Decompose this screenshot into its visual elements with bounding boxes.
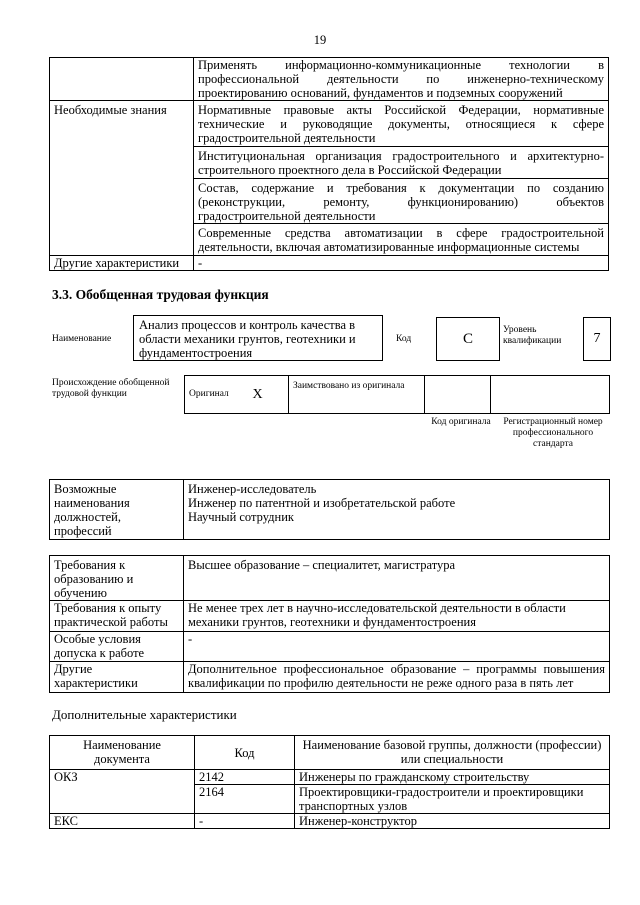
knowledge-item: Нормативные правовые акты Российской Федерации, нормативные технические и руководящие документы, относящиеся к сфере градостроительной деятельности [194,101,609,147]
additional-table [49,735,610,829]
knowledge-item: Современные средства автоматизации в сфере градостроительной деятельности, включая автоматизированные информационные системы [194,224,609,256]
knowledge-item: Состав, содержание и требования к документации по созданию (реконструкции, ремонту, функционированию) объектов градостроительной деятельности [194,179,609,224]
function-name: Анализ процессов и контроль качества в области механики грунтов, геотехники и фундаментостроения [139,318,356,360]
level-label: Уровень квалификации [503,325,562,346]
group-name-cell: Инженер-конструктор [295,814,610,829]
additional-title: Дополнительные характеристики [52,707,237,722]
requirement-value: Не менее трех лет в научно-исследовательской деятельности в области механики грунтов, геотехники и фундаментостроения [184,601,610,632]
level-box [583,317,611,361]
header-code: Код [195,736,295,770]
level-value: 7 [593,331,601,346]
other-label: Другие характеристики [50,256,194,271]
doc-name-okz: ОКЗ [50,770,195,814]
position-item: Инженер-исследователь [188,482,317,496]
original-label: Оригинал [185,376,249,414]
positions-label: Возможные наименования должностей, профессий [50,480,184,540]
skill-item: Применять информационно-коммуникационные технологии в профессиональной деятельности по инженерно-техническому проектированию оснований, фундаментов и подземных сооружений [194,58,609,101]
code-value: C [462,330,473,347]
position-item: Инженер по патентной и изобретательской работе [188,496,456,510]
code-cell: 2164 [195,785,295,814]
group-name-cell: Проектировщики-градостроители и проектировщики транспортных узлов [295,785,610,814]
page-number: 19 [313,33,327,47]
name-label: Наименование [52,334,112,344]
original-mark: X [249,376,289,414]
original-code-cell [425,376,491,414]
header-doc-name: Наименование документа [50,736,195,770]
origin-label: Происхождение обобщенной трудовой функции [52,378,170,399]
group-name-cell: Инженеры по гражданскому строительству [295,770,610,785]
section-title: 3.3. Обобщенная трудовая функция [52,287,269,302]
requirement-value: Высшее образование – специалитет, магистратура [184,556,610,601]
borrowed-label: Заимствовано из оригинала [289,376,425,414]
requirement-label: Требования к образованию и обучению [50,556,184,601]
origin-table [184,375,610,414]
code-cell: - [195,814,295,829]
code-cell: 2142 [195,770,295,785]
requirement-label: Особые условия допуска к работе [50,632,184,662]
empty-label-cell [50,58,194,101]
requirements-table [49,555,610,693]
code-caption: Код оригинала [431,417,491,427]
position-item: Научный сотрудник [188,510,294,524]
knowledge-item: Институциональная организация градостроительного и архитектурно-строительного проектного дела в Российской Федерации [194,147,609,179]
requirement-value: Дополнительное профессиональное образование – программы повышения квалификации по профилю деятельности не реже одного раза в пять лет [184,662,610,693]
reg-caption: Регистрационный номер профессионального стандарта [503,417,603,449]
code-box [436,317,500,361]
reg-number-cell [491,376,610,414]
positions-list [184,480,610,540]
other-value: - [194,256,609,271]
requirement-label: Другие характеристики [50,662,184,693]
knowledge-table [49,57,609,271]
function-name-box [133,315,383,361]
header-group-name: Наименование базовой группы, должности (профессии) или специальности [295,736,610,770]
knowledge-label: Необходимые знания [50,101,194,256]
positions-table [49,479,610,540]
doc-name-eks: ЕКС [50,814,195,829]
requirement-value: - [184,632,610,662]
code-label: Код [396,334,412,344]
requirement-label: Требования к опыту практической работы [50,601,184,632]
